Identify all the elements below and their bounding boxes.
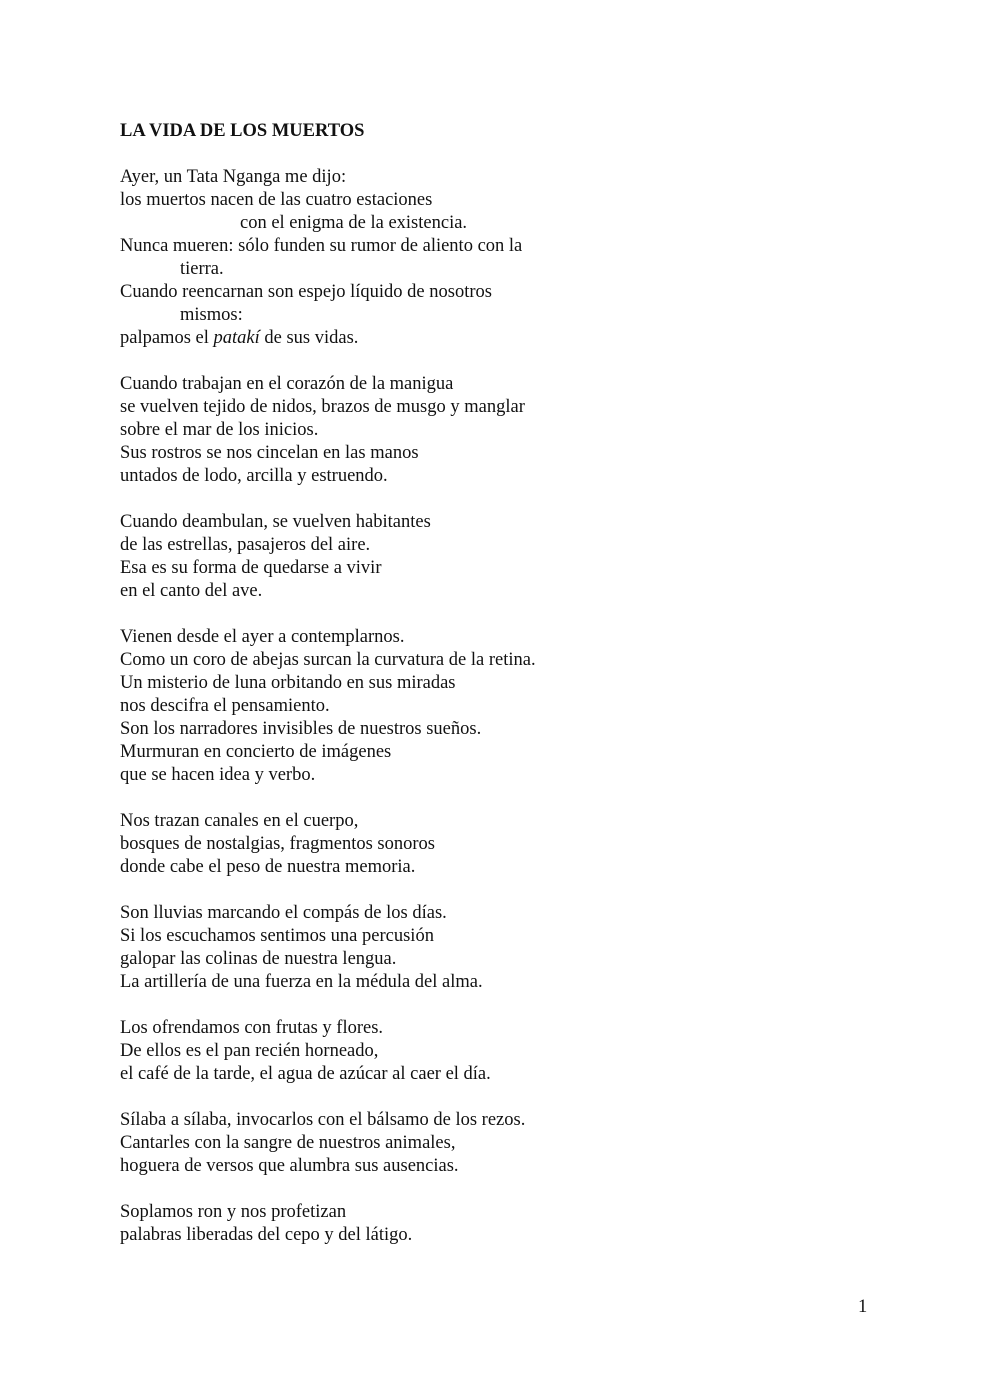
- poem-line: galopar las colinas de nuestra lengua.: [120, 949, 397, 969]
- poem-line: Sus rostros se nos cincelan en las manos: [120, 443, 419, 463]
- poem-line: que se hacen idea y verbo.: [120, 765, 316, 785]
- poem-body: [120, 166, 640, 1270]
- poem-line: Si los escuchamos sentimos una percusión: [120, 926, 434, 946]
- poem-line: Nos trazan canales en el cuerpo,: [120, 811, 359, 831]
- poem-line: Cuando trabajan en el corazón de la manigua: [120, 374, 454, 394]
- poem-line: Cuando reencarnan son espejo líquido de nosotros: [120, 282, 492, 302]
- stanza-7: [120, 1017, 640, 1086]
- line-text: palpamos el: [120, 328, 214, 348]
- poem-line: Cantarles con la sangre de nuestros animales,: [120, 1133, 456, 1153]
- poem-line: Cuando deambulan, se vuelven habitantes: [120, 512, 431, 532]
- poem-title: LA VIDA DE LOS MUERTOS: [120, 121, 365, 141]
- poem-line: en el canto del ave.: [120, 581, 263, 601]
- poem-line: donde cabe el peso de nuestra memoria.: [120, 857, 416, 877]
- poem-line: Vienen desde el ayer a contemplarnos.: [120, 627, 405, 647]
- poem-line: Un misterio de luna orbitando en sus miradas: [120, 673, 456, 693]
- poem-line: Esa es su forma de quedarse a vivir: [120, 558, 382, 578]
- page-number: 1: [858, 1297, 868, 1317]
- poem-line: palabras liberadas del cepo y del látigo.: [120, 1225, 413, 1245]
- poem-line: Como un coro de abejas surcan la curvatura de la retina.: [120, 650, 536, 670]
- poem-line: bosques de nostalgias, fragmentos sonoros: [120, 834, 435, 854]
- poem-line: de las estrellas, pasajeros del aire.: [120, 535, 371, 555]
- poem-line: nos descifra el pensamiento.: [120, 696, 330, 716]
- stanza-4: [120, 626, 640, 787]
- poem-line: Ayer, un Tata Nganga me dijo:: [120, 167, 347, 187]
- poem-line: se vuelven tejido de nidos, brazos de musgo y manglar: [120, 397, 525, 417]
- poem-line: Nunca mueren: sólo funden su rumor de aliento con la: [120, 236, 523, 256]
- stanza-8: [120, 1109, 640, 1178]
- poem-line: con el enigma de la existencia.: [240, 213, 468, 233]
- stanza-5: [120, 810, 640, 879]
- poem-line: tierra.: [180, 259, 224, 279]
- poem-line: Son los narradores invisibles de nuestros sueños.: [120, 719, 482, 739]
- poem-line: sobre el mar de los inicios.: [120, 420, 319, 440]
- poem-line: Son lluvias marcando el compás de los días.: [120, 903, 447, 923]
- poem-line: La artillería de una fuerza en la médula del alma.: [120, 972, 483, 992]
- poem-line: mismos:: [180, 305, 243, 325]
- stanza-6: [120, 902, 640, 994]
- poem-line: [120, 327, 640, 350]
- poem-line: los muertos nacen de las cuatro estaciones: [120, 190, 433, 210]
- stanza-9: [120, 1201, 640, 1247]
- poem-line: Murmuran en concierto de imágenes: [120, 742, 392, 762]
- poem-line: untados de lodo, arcilla y estruendo.: [120, 466, 388, 486]
- stanza-1: [120, 166, 640, 350]
- poem-line: Los ofrendamos con frutas y flores.: [120, 1018, 384, 1038]
- poem-line: Sílaba a sílaba, invocarlos con el bálsamo de los rezos.: [120, 1110, 526, 1130]
- stanza-3: [120, 511, 640, 603]
- poem-line: el café de la tarde, el agua de azúcar al caer el día.: [120, 1064, 491, 1084]
- poem-line: hoguera de versos que alumbra sus ausencias.: [120, 1156, 459, 1176]
- italic-word: patakí: [213, 328, 260, 348]
- poem-line: Soplamos ron y nos profetizan: [120, 1202, 347, 1222]
- stanza-2: [120, 373, 640, 488]
- line-text: de sus vidas.: [259, 328, 359, 348]
- poem-line: De ellos es el pan recién horneado,: [120, 1041, 379, 1061]
